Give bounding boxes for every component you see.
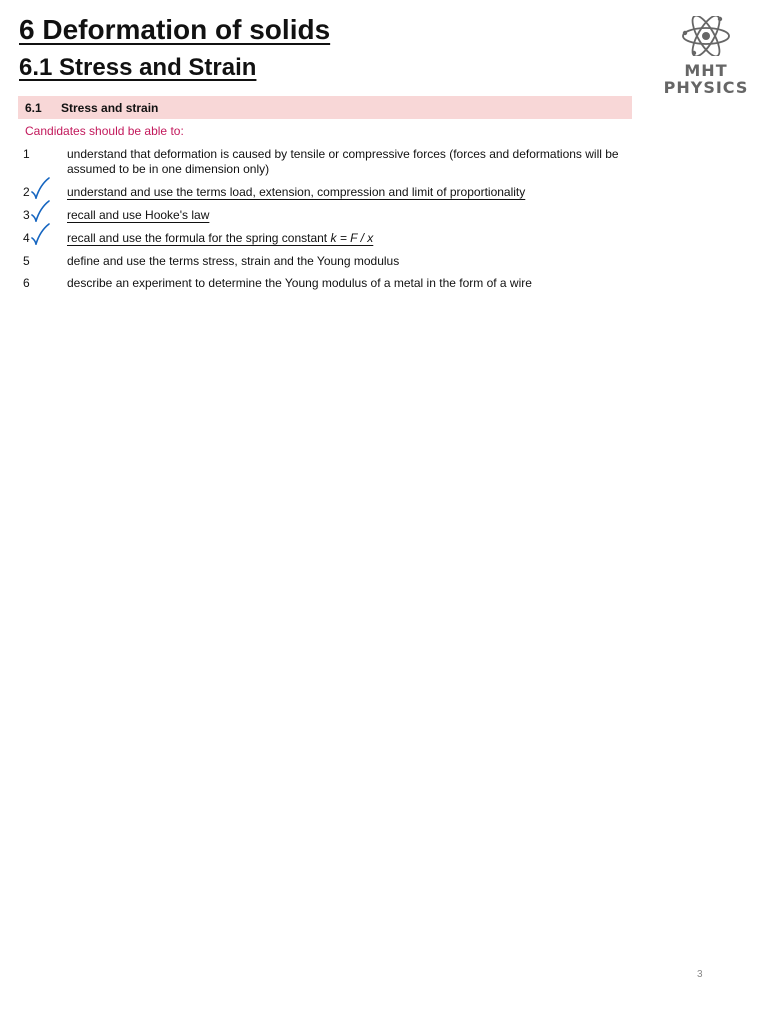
checkmark-icon (30, 223, 50, 245)
page-title: 6 Deformation of solids (19, 14, 331, 45)
logo-text-line2: PHYSICS (663, 78, 749, 97)
item-number: 4 (23, 231, 30, 245)
item-text-prefix: recall and use the formula for the spring constant (67, 231, 331, 245)
item-number: 1 (23, 147, 30, 161)
logo-text-line1: MHT (684, 61, 728, 80)
item-number: 5 (23, 254, 30, 268)
item-text: define and use the terms stress, strain and the Young modulus (67, 254, 400, 268)
section-title: Stress and strain (61, 101, 159, 115)
atom-icon (680, 16, 732, 56)
item-text: understand and use the terms load, extension, compression and limit of proportionality (67, 185, 526, 199)
section-header-bar (18, 96, 632, 119)
item-text: recall and use Hooke's law (67, 208, 210, 222)
candidates-label: Candidates should be able to: (25, 124, 184, 138)
checkmark-icon (30, 200, 50, 222)
item-text: understand that deformation is caused by tensile or compressive forces (forces and deformations will be assumed to be in one dimension only) (67, 147, 619, 176)
section-number: 6.1 (25, 101, 42, 115)
checkmark-icon (30, 177, 50, 199)
formula: k = F / x (330, 231, 374, 245)
item-text: describe an experiment to determine the Young modulus of a metal in the form of a wire (67, 276, 532, 290)
logo (660, 16, 752, 96)
section-subtitle: 6.1 Stress and Strain (19, 54, 257, 81)
page-number: 3 (697, 969, 703, 980)
item-number: 2 (23, 185, 30, 199)
item-number: 3 (23, 208, 30, 222)
item-text (67, 231, 632, 246)
item-number: 6 (23, 276, 30, 290)
